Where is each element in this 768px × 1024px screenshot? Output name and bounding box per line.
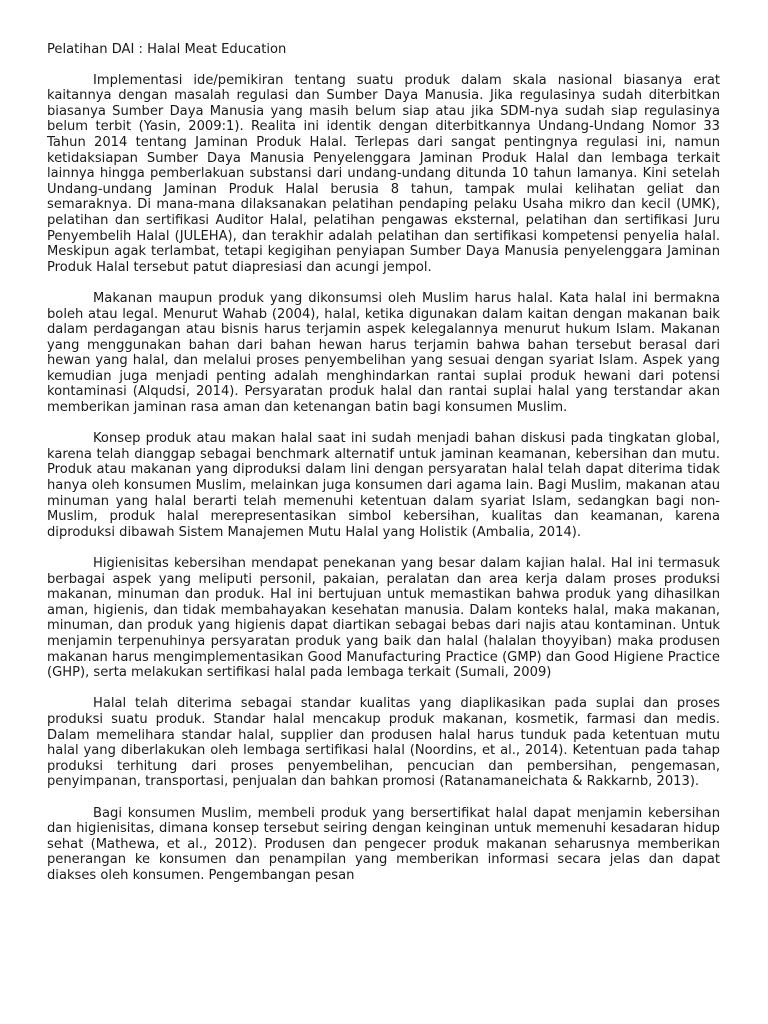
paragraph-quality-standard: Halal telah diterima sebagai standar kualitas yang diaplikasikan pada suplai dan proses produksi suatu produk. Standar halal mencakup produk makanan, kosmetik, farmasi dan medis. Dalam memelihara standar halal, supplier dan produsen halal harus tunduk pada ketentuan mutu halal yang diberlakukan oleh lembaga sertifikasi halal (Noordins, et al., 2014). Ketentuan pada tahap produksi terhitung dari proses penyembelihan, pencucian dan pembersihan, pengemasan, penyimpanan, transportasi, penjualan dan bahkan promosi (Ratanamaneichata & Rakkarnb, 2013). [47,696,720,790]
document-body [47,42,720,899]
paragraph-hygiene: Higienisitas kebersihan mendapat penekanan yang besar dalam kajian halal. Hal ini termasuk berbagai aspek yang meliputi personil, pakaian, peralatan dan area kerja dalam proses produksi makanan, minuman dan produk. Hal ini bertujuan untuk memastikan bahwa produk yang dihasilkan aman, higienis, dan tidak membahayakan kesehatan manusia. Dalam konteks halal, maka makanan, minuman, dan produk yang higienis dapat diartikan sebagai bebas dari najis atau kontaminan. Untuk menjamin terpenuhinya persyaratan produk yang baik dan halal (halalan thoyyiban) maka produsen makanan harus mengimplementasikan Good Manufacturing Practice (GMP) dan Good Higiene Practice (GHP), serta melakukan sertifikasi halal pada lembaga terkait (Sumali, 2009) [47,556,720,681]
paragraph-regulation: Implementasi ide/pemikiran tentang suatu produk dalam skala nasional biasanya erat kaitannya dengan masalah regulasi dan Sumber Daya Manusia. Jika regulasinya sudah diterbitkan biasanya Sumber Daya Manusia yang masih belum siap atau jika SDM-nya sudah siap regulasinya belum terbit (Yasin, 2009:1). Realita ini identik dengan diterbitkannya Undang-Undang Nomor 33 Tahun 2014 tentang Jaminan Produk Halal. Terlepas dari sangat pentingnya regulasi ini, namun ketidaksiapan Sumber Daya Manusia Penyelenggara Jaminan Produk Halal dan lembaga terkait lainnya hingga pemberlakuan substansi dari undang-undang ditunda 10 tahun lamanya. Kini setelah Undang-undang Jaminan Produk Halal berusia 8 tahun, tampak mulai kelihatan geliat dan semaraknya. Di mana-mana dilaksanakan pelatihan pendaping pelaku Usaha mikro dan kecil (UMK), pelatihan dan sertifikasi Auditor Halal, pelatihan pengawas eksternal, pelatihan dan sertifikasi Juru Penyembelih Halal (JULEHA), dan terakhir adalah pelatihan dan sertifikasi kompetensi penyelia halal. Meskipun agak terlambat, tetapi kegigihan penyiapan Sumber Daya Manusia penyelenggara Jaminan Produk Halal tersebut patut diapresiasi dan acungi jempol. [47,72,720,275]
paragraph-halal-meaning: Makanan maupun produk yang dikonsumsi oleh Muslim harus halal. Kata halal ini bermakna boleh atau legal. Menurut Wahab (2004), halal, ketika digunakan dalam kaitan dengan makanan baik dalam perdagangan atau bisnis harus terjamin aspek kelegalannya menurut hukum Islam. Makanan yang menggunakan bahan dari bahan hewan harus terjamin bahwa bahan tersebut berasal dari hewan yang halal, dan melalui proses penyembelihan yang sesuai dengan syariat Islam. Aspek yang kemudian juga menjadi penting adalah menghindarkan rantai suplai produk hewani dari potensi kontaminasi (Alqudsi, 2014). Persyaratan produk halal dan rantai suplai halal yang terstandar akan memberikan jaminan rasa aman dan ketenangan batin bagi konsumen Muslim. [47,290,720,416]
paragraph-halal-concept: Konsep produk atau makan halal saat ini sudah menjadi bahan diskusi pada tingkatan global, karena telah dianggap sebagai benchmark alternatif untuk jaminan keamanan, kebersihan dan mutu. Produk atau makanan yang diproduksi dalam lini dengan persyaratan halal telah dapat diterima tidak hanya oleh konsumen Muslim, melainkan juga konsumen dari agama lain. Bagi Muslim, makanan atau minuman yang halal berarti telah memenuhi ketentuan dalam syariat Islam, sedangkan bagi non-Muslim, produk halal merepresentasikan simbol kebersihan, kualitas dan keamanan, karena diproduksi dibawah Sistem Manajemen Mutu Halal yang Holistik (Ambalia, 2014). [47,431,720,540]
paragraph-muslim-consumer: Bagi konsumen Muslim, membeli produk yang bersertifikat halal dapat menjamin kebersihan dan higienisitas, dimana konsep tersebut seiring dengan keinginan untuk memenuhi kesadaran hidup sehat (Mathewa, et al., 2012). Produsen dan pengecer produk makanan seharusnya memberikan penerangan ke konsumen dan penampilan yang memberikan informasi secara jelas dan dapat diakses oleh konsumen. Pengembangan pesan [47,805,720,883]
document-title: Pelatihan DAI : Halal Meat Education [47,42,287,57]
